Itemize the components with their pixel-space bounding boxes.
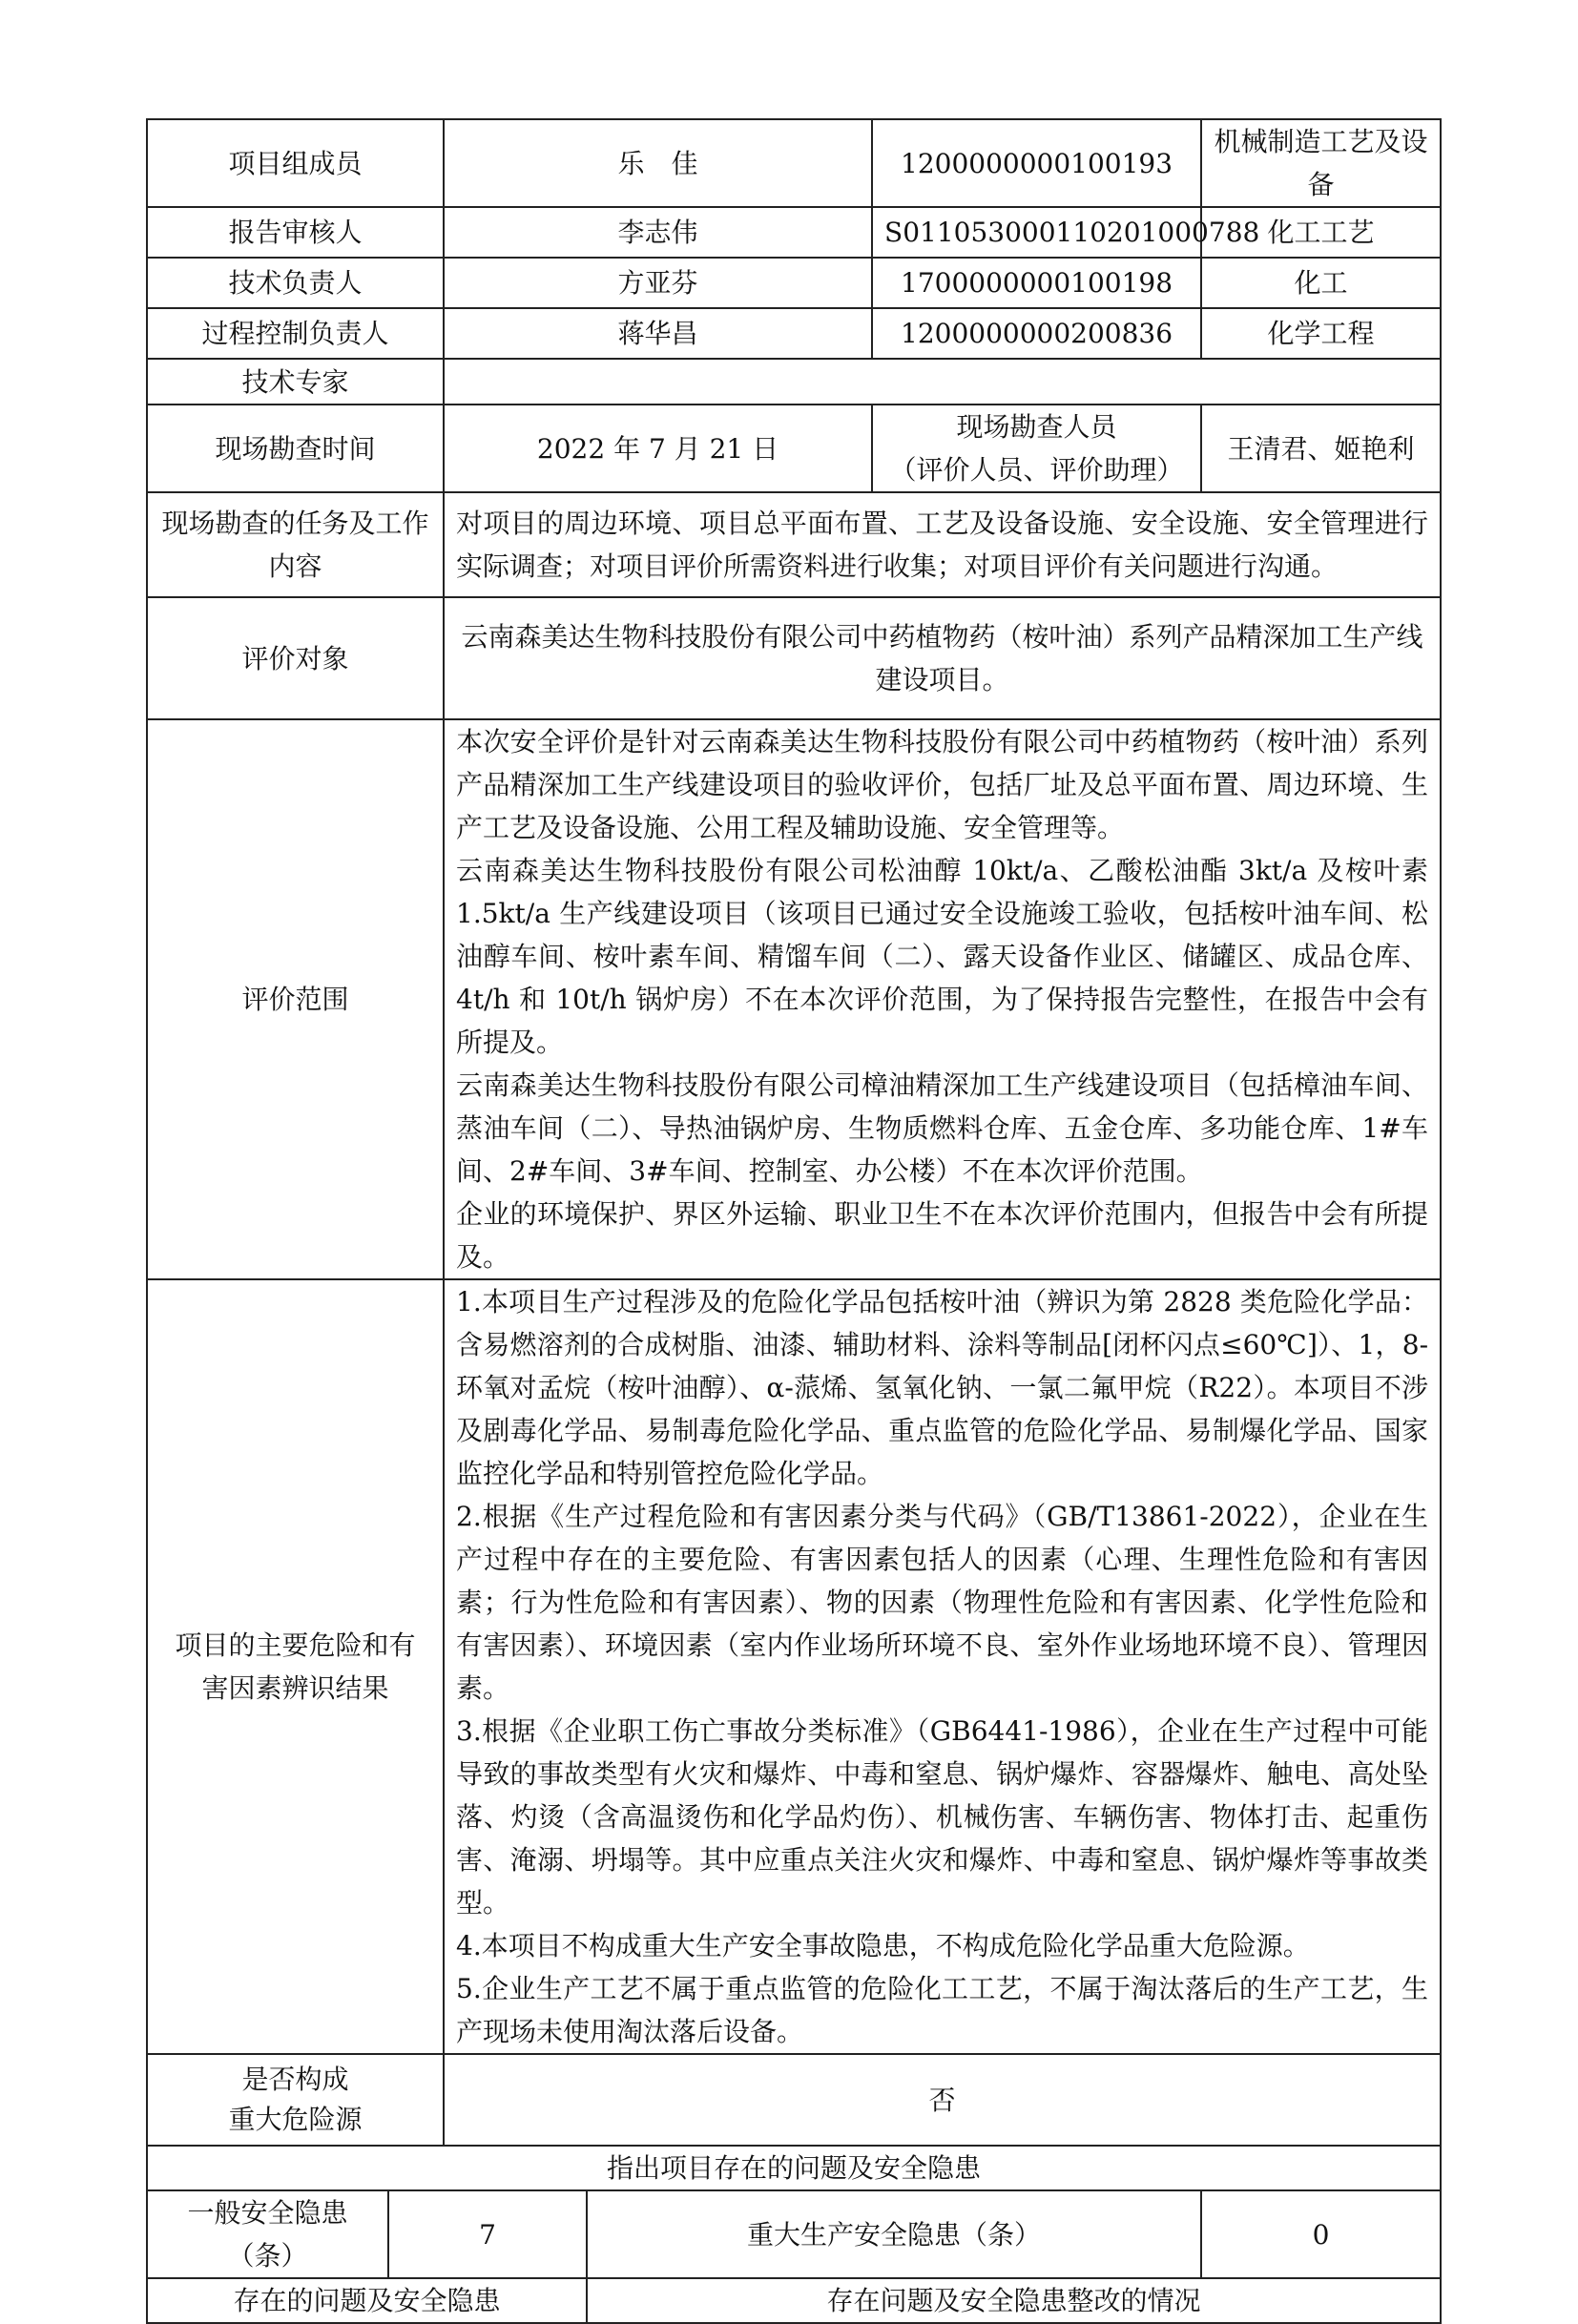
scope-row [147,719,1441,1279]
member-specialty: 机械制造工艺及设备 [1201,119,1441,207]
hazards-label: 项目的主要危险和有害因素辨识结果 [147,1279,444,2054]
hazard-item: 2.根据《生产过程危险和有害因素分类与代码》（GB/T13861-2022），企业在生产过程中存在的主要危险、有害因素包括人的因素（心理、生理性危险和有害因素；行为性危险和有害因素）、物的因素（物理性危险和有害因素、化学性危险和有害因素）、环境因素（室内作业场所环境不良、室外作业场地环境不良）、管理因素。 [456,1501,1429,1704]
issues-count-row [147,2190,1441,2278]
scope-paragraph: 企业的环境保护、界区外运输、职业卫生不在本次评价范围内，但报告中会有所提及。 [456,1198,1429,1273]
major-issue-label: 重大生产安全隐患（条） [587,2190,1201,2278]
member-name: 蒋华昌 [444,308,872,359]
major-hazard-label-line2: 重大危险源 [228,2104,363,2135]
scope-label: 评价范围 [147,719,444,1279]
object-row [147,597,1441,719]
member-id: 1700000000100198 [872,258,1201,308]
member-specialty: 化工工艺 [1201,207,1441,258]
hazard-item: 3.根据《企业职工伤亡事故分类标准》（GB6441-1986），企业在生产过程中可能导致的事故类型有火灾和爆炸、中毒和窒息、锅炉爆炸、容器爆炸、触电、高处坠落、灼烫（含高温烫伤和化学品灼伤）、机械伤害、车辆伤害、物体打击、起重伤害、淹溺、坍塌等。其中应重点关注火灾和爆炸、中毒和窒息、锅炉爆炸等事故类型。 [456,1715,1429,1919]
survey-staff-label-line1: 现场勘查人员 [956,411,1117,443]
member-row [147,119,1441,207]
member-specialty: 化学工程 [1201,308,1441,359]
hazard-item: 4.本项目不构成重大生产安全事故隐患，不构成危险化学品重大危险源。 [456,1930,1310,1961]
major-hazard-label-line1: 是否构成 [241,2064,349,2095]
member-id: S011053000110201000788 [872,207,1201,258]
survey-row [147,405,1441,492]
survey-staff-value: 王清君、姬艳利 [1201,405,1441,492]
general-issue-count: 7 [388,2190,587,2278]
member-row [147,207,1441,258]
issues-columns-row [147,2278,1441,2323]
member-specialty: 化工 [1201,258,1441,308]
issues-header: 指出项目存在的问题及安全隐患 [147,2146,1441,2190]
major-issue-count: 0 [1201,2190,1441,2278]
scope-paragraph: 本次安全评价是针对云南森美达生物科技股份有限公司中药植物药（桉叶油）系列产品精深加工生产线建设项目的验收评价，包括厂址及总平面布置、周边环境、生产工艺及设备设施、公用工程及辅助设施、安全管理等。 [456,726,1429,843]
scope-paragraph: 云南森美达生物科技股份有限公司樟油精深加工生产线建设项目（包括樟油车间、蒸油车间（二）、导热油锅炉房、生物质燃料仓库、五金仓库、多功能仓库、1#车间、2#车间、3#车间、控制室、办公楼）不在本次评价范围。 [456,1069,1429,1187]
scope-text [444,719,1441,1279]
member-name: 李志伟 [444,207,872,258]
hazard-item: 1.本项目生产过程涉及的危险化学品包括桉叶油（辨识为第 2828 类危险化学品：含易燃溶剂的合成树脂、油漆、辅助材料、涂料等制品[闭杯闪点≤60℃]）、1，8-环氧对孟烷（桉叶油醇）、α-蒎烯、氢氧化钠、一氯二氟甲烷（R22）。本项目不涉及剧毒化学品、易制毒危险化学品、重点监管的危险化学品、易制爆化学品、国家监控化学品和特别管控危险化学品。 [456,1286,1429,1489]
major-hazard-value: 否 [444,2054,1441,2146]
object-label: 评价对象 [147,597,444,719]
expert-label: 技术专家 [147,359,444,405]
task-label: 现场勘查的任务及工作内容 [147,492,444,597]
member-role: 报告审核人 [147,207,444,258]
object-text: 云南森美达生物科技股份有限公司中药植物药（桉叶油）系列产品精深加工生产线建设项目。 [444,597,1441,719]
issues-column-right: 存在问题及安全隐患整改的情况 [587,2278,1441,2323]
member-id: 1200000000100193 [872,119,1201,207]
hazards-row [147,1279,1441,2054]
member-name: 乐 佳 [444,119,872,207]
survey-time-value: 2022 年 7 月 21 日 [444,405,872,492]
member-row [147,258,1441,308]
member-role: 项目组成员 [147,119,444,207]
task-text: 对项目的周边环境、项目总平面布置、工艺及设备设施、安全设施、安全管理进行实际调查；对项目评价所需资料进行收集；对项目评价有关问题进行沟通。 [444,492,1441,597]
issues-header-row [147,2146,1441,2190]
major-hazard-label [147,2054,444,2146]
major-hazard-row [147,2054,1441,2146]
member-role: 技术负责人 [147,258,444,308]
survey-staff-label [872,405,1201,492]
task-row [147,492,1441,597]
member-row [147,308,1441,359]
survey-staff-label-line2: （评价人员、评价助理） [889,454,1184,486]
member-id: 1200000000200836 [872,308,1201,359]
general-issue-label: 一般安全隐患（条） [147,2190,388,2278]
issues-column-left: 存在的问题及安全隐患 [147,2278,587,2323]
hazard-item: 5.企业生产工艺不属于重点监管的危险化工工艺，不属于淘汰落后的生产工艺，生产现场未使用淘汰落后设备。 [456,1973,1429,2047]
hazards-text [444,1279,1441,2054]
member-role: 过程控制负责人 [147,308,444,359]
scope-paragraph: 云南森美达生物科技股份有限公司松油醇 10kt/a、乙酸松油酯 3kt/a 及桉叶素 1.5kt/a 生产线建设项目（该项目已通过安全设施竣工验收，包括桉叶油车间、松油醇车间、桉叶素车间、精馏车间（二）、露天设备作业区、储罐区、成品仓库、4t/h 和 10t/h 锅炉房）不在本次评价范围，为了保持报告完整性，在报告中会有所提及。 [456,855,1429,1058]
expert-value [444,359,1441,405]
survey-time-label: 现场勘查时间 [147,405,444,492]
member-name: 方亚芬 [444,258,872,308]
expert-row [147,359,1441,405]
evaluation-form-table [146,118,1442,2324]
